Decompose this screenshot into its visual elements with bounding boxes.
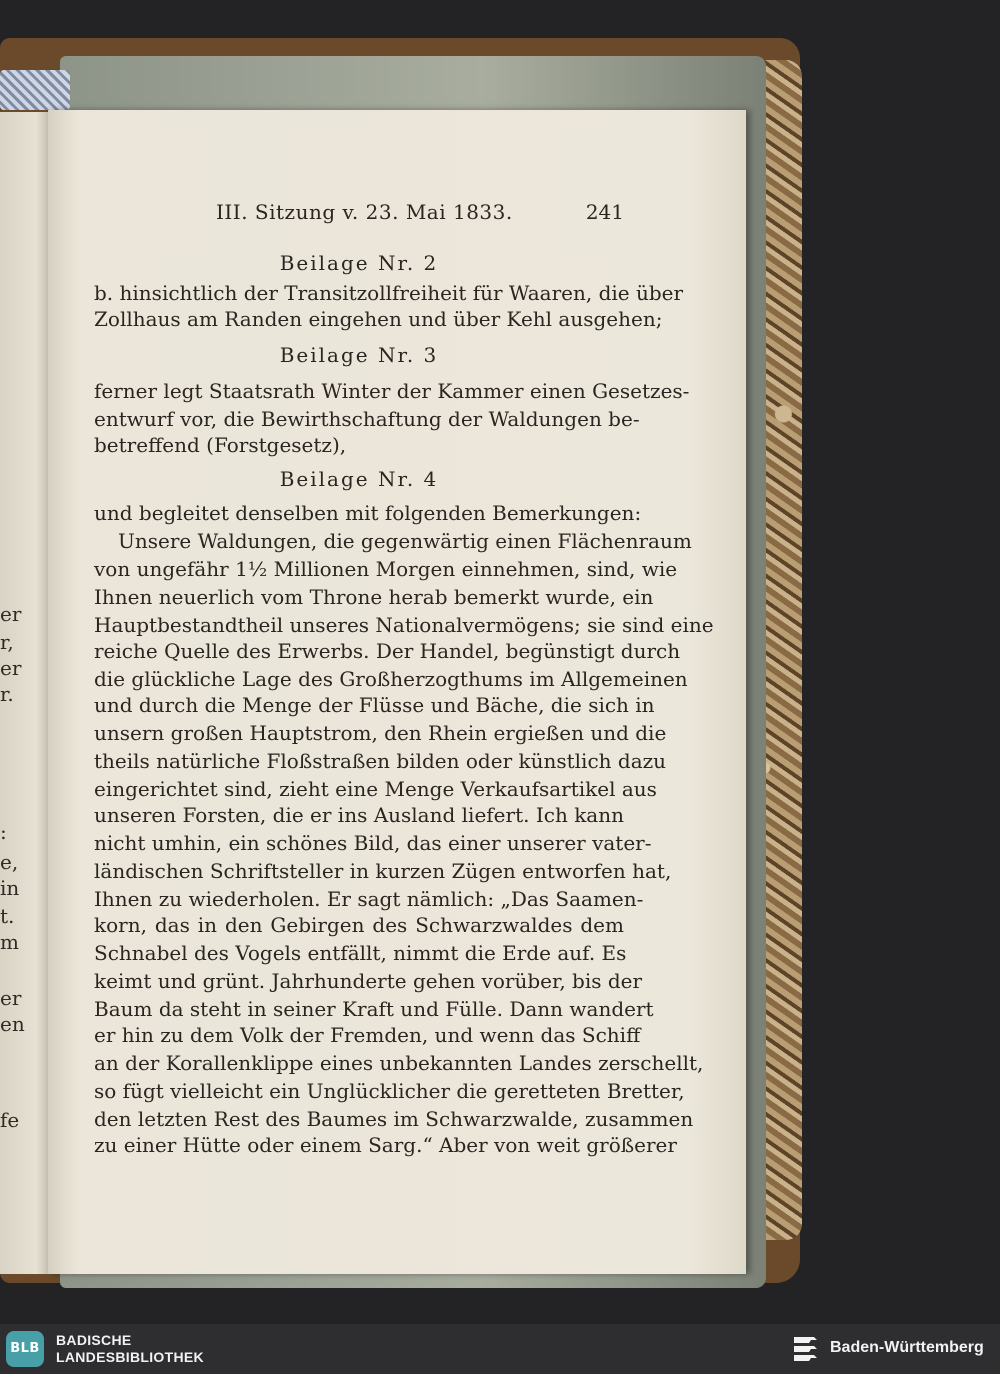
text-line: eingerichtet sind, zieht eine Menge Verkaufsartikel aus xyxy=(94,777,657,801)
text-line: die glückliche Lage des Großherzogthums im Allgemeinen xyxy=(94,667,688,691)
left-page-fragment: r, xyxy=(0,630,14,654)
text-line: keimt und grünt. Jahrhunderte gehen vorüber, bis der xyxy=(94,969,643,993)
left-page-fragment: fe xyxy=(0,1108,20,1132)
blb-logo-icon[interactable]: BLB xyxy=(6,1331,44,1367)
left-page-fragment: t. xyxy=(0,904,15,928)
left-page-fragment: er xyxy=(0,986,22,1010)
text-line: Zollhaus am Randen eingehen und über Kehl ausgehen; xyxy=(94,307,663,331)
text-line: b. hinsichtlich der Transitzollfreiheit für Waaren, die über xyxy=(94,281,684,305)
text-line: Beilage Nr. 3 xyxy=(279,343,439,367)
running-head: III. Sitzung v. 23. Mai 1833. xyxy=(216,200,513,224)
text-line: Baum da steht in seiner Kraft und Fülle. Dann wandert xyxy=(94,997,654,1021)
text-line: unsern großen Hauptstrom, den Rhein ergießen und die xyxy=(94,721,667,745)
footer-bar xyxy=(0,1324,1000,1374)
text-line: entwurf vor, die Bewirthschaftung der Waldungen be- xyxy=(94,407,640,431)
text-line: Hauptbestandtheil unseres Nationalvermögens; sie sind eine xyxy=(94,613,714,637)
page-header xyxy=(216,196,624,226)
text-line: korn, das in den Gebirgen des Schwarzwaldes dem xyxy=(94,913,624,937)
text-line: Ihnen zu wiederholen. Er sagt nämlich: „Das Saamen- xyxy=(94,887,644,911)
text-line: und begleitet denselben mit folgenden Bemerkungen: xyxy=(94,501,642,525)
text-line: Beilage Nr. 2 xyxy=(279,251,439,275)
state-name[interactable]: Baden-Württemberg xyxy=(830,1339,984,1356)
text-line: Unsere Waldungen, die gegenwärtig einen Flächenraum xyxy=(118,529,692,553)
institution-line-1: BADISCHE xyxy=(56,1332,132,1348)
text-line: Schnabel des Vogels entfällt, nimmt die Erde auf. Es xyxy=(94,941,627,965)
left-page-fragment: in xyxy=(0,876,20,900)
text-line: nicht umhin, ein schönes Bild, das einer unserer vater- xyxy=(94,831,652,855)
text-line: Beilage Nr. 4 xyxy=(279,467,439,491)
text-line: betreffend (Forstgesetz), xyxy=(94,433,347,457)
text-line: den letzten Rest des Baumes im Schwarzwalde, zusammen xyxy=(94,1107,694,1131)
left-page-fragment: e, xyxy=(0,850,19,874)
institution-name[interactable] xyxy=(56,1332,204,1366)
left-page-fragment: er xyxy=(0,602,22,626)
text-line: und durch die Menge der Flüsse und Bäche, die sich in xyxy=(94,693,655,717)
text-line: an der Korallenklippe eines unbekannten Landes zerschellt, xyxy=(94,1051,704,1075)
text-line: von ungefähr 1½ Millionen Morgen einnehmen, sind, wie xyxy=(94,557,678,581)
text-line: reiche Quelle des Erwerbs. Der Handel, begünstigt durch xyxy=(94,639,681,663)
left-page-fragment: r. xyxy=(0,682,14,706)
left-page-fragment: m xyxy=(0,930,19,954)
left-page-fragment: : xyxy=(0,820,7,844)
text-line: Ihnen neuerlich vom Throne herab bemerkt wurde, ein xyxy=(94,585,654,609)
left-page xyxy=(0,112,52,1274)
left-page-fragment: en xyxy=(0,1012,25,1036)
left-page-fragment: er xyxy=(0,656,22,680)
bookmark-ribbon xyxy=(0,70,70,110)
page-number: 241 xyxy=(585,200,624,224)
text-line: so fügt vielleicht ein Unglücklicher die geretteten Bretter, xyxy=(94,1079,685,1103)
institution-line-2: LANDESBIBLIOTHEK xyxy=(56,1349,204,1365)
text-line: ferner legt Staatsrath Winter der Kammer einen Gesetzes- xyxy=(94,379,690,403)
text-line: zu einer Hütte oder einem Sarg.“ Aber von weit größerer xyxy=(94,1133,677,1157)
text-line: ländischen Schriftsteller in kurzen Zügen entworfen hat, xyxy=(94,859,672,883)
text-line: theils natürliche Floßstraßen bilden oder künstlich dazu xyxy=(94,749,667,773)
text-line: unseren Forsten, die er ins Ausland liefert. Ich kann xyxy=(94,803,624,827)
text-line: er hin zu dem Volk der Fremden, und wenn das Schiff xyxy=(94,1023,641,1047)
state-lions-icon xyxy=(792,1334,820,1364)
